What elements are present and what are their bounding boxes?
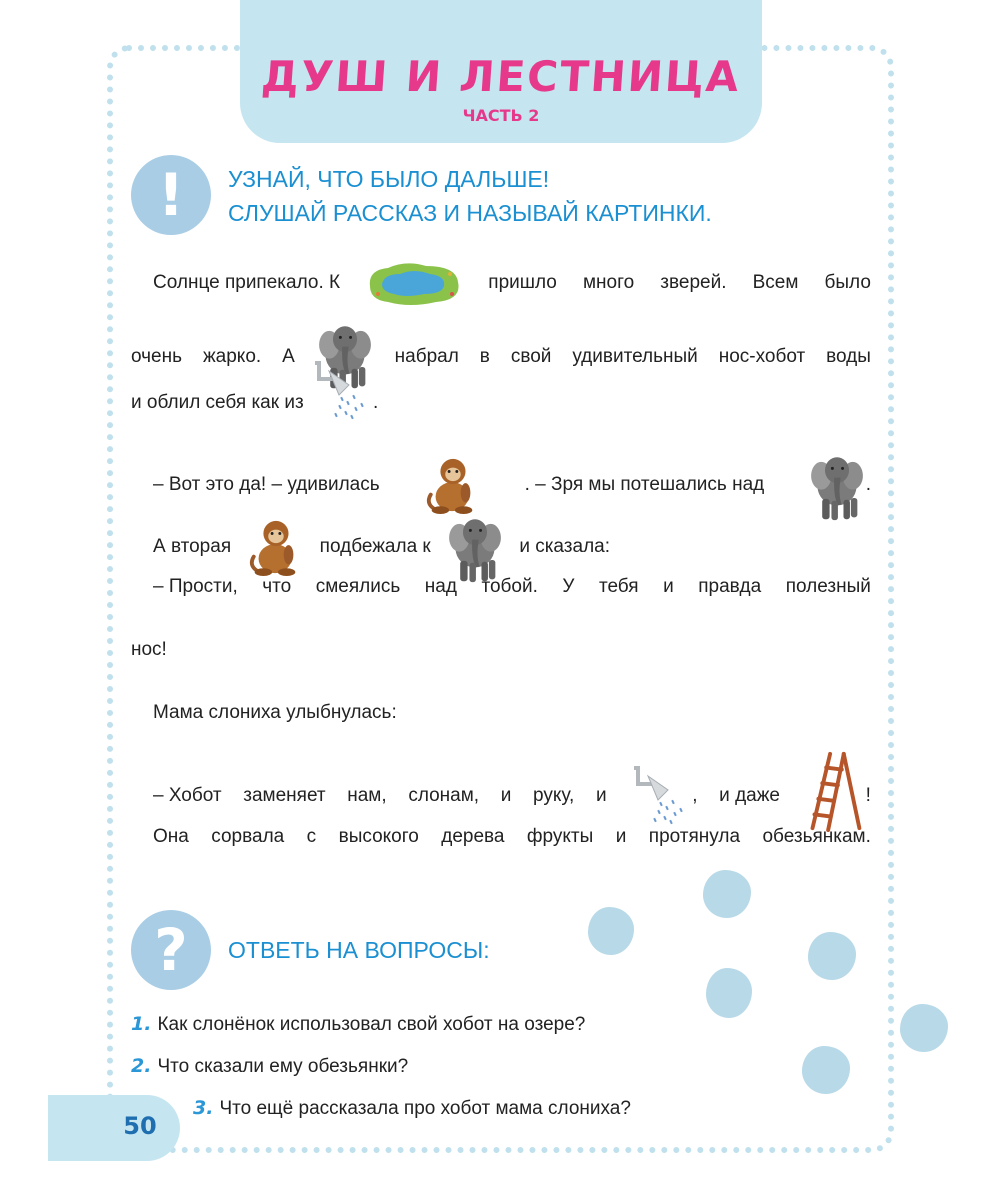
- page-subtitle: ЧАСТЬ 2: [462, 106, 540, 125]
- question-text: Что ещё рассказала про хобот мама слониха?: [219, 1098, 631, 1119]
- question-item: [131, 1013, 585, 1036]
- story-text: .: [372, 392, 379, 414]
- story-text: дерева: [441, 826, 505, 847]
- story-text: руку,: [533, 785, 575, 806]
- story-text: Она: [153, 826, 189, 847]
- story-text: протянула: [648, 826, 741, 847]
- question-item: [193, 1097, 631, 1120]
- story-text: смеялись: [315, 576, 401, 597]
- story-text: А: [282, 346, 295, 367]
- story-line-1: [131, 260, 871, 306]
- question-badge-icon: ?: [131, 910, 211, 990]
- shower-picture: [628, 766, 692, 826]
- story-text: много: [582, 272, 635, 293]
- story-text: – Вот это да! – удивилась: [153, 474, 380, 495]
- story-text: фрукты: [526, 826, 594, 847]
- story-text: пришло: [488, 272, 557, 293]
- story-text: подбежала к: [319, 536, 431, 558]
- question-number: 2.: [131, 1055, 152, 1077]
- story-text: удивительный: [572, 346, 698, 367]
- story-text: и: [500, 785, 512, 806]
- story-text: что: [262, 576, 292, 597]
- story-text: !: [865, 785, 871, 807]
- decorative-blob: [900, 1004, 948, 1052]
- story-text: сорвала: [211, 826, 285, 847]
- question-number: 1.: [131, 1013, 152, 1035]
- story-text: слонам,: [408, 785, 480, 806]
- story-text: с: [306, 826, 317, 847]
- story-text: Всем: [752, 272, 799, 293]
- story-text: нам,: [347, 785, 387, 806]
- story-text: и даже: [719, 785, 780, 806]
- story-text: воды: [826, 346, 871, 367]
- story-text: тобой.: [481, 576, 538, 597]
- story-text: ,: [692, 785, 698, 807]
- monkey-picture: [246, 516, 304, 578]
- story-text: в: [479, 346, 490, 367]
- ladder-picture: [802, 750, 866, 832]
- story-text: набрал: [394, 346, 459, 367]
- story-text: – Прости,: [153, 576, 238, 597]
- question-text: Что сказали ему обезьянки?: [157, 1056, 409, 1077]
- page-number: 50: [123, 1112, 157, 1140]
- story-text: и: [663, 576, 674, 597]
- story-text: У: [562, 576, 575, 597]
- story-text: и облил себя как из: [131, 392, 304, 414]
- section-heading-listen: [228, 162, 712, 230]
- story-text: высокого: [338, 826, 419, 847]
- story-text: жарко.: [202, 346, 262, 367]
- story-text: полезный: [785, 576, 871, 597]
- story-line-6: [131, 573, 871, 601]
- story-text: нос-хобот: [718, 346, 806, 367]
- story-line-7: нос!: [131, 639, 167, 660]
- section-heading-answer: ОТВЕТЬ НА ВОПРОСЫ:: [228, 937, 490, 963]
- story-text: заменяет: [243, 785, 326, 806]
- story-text: – Хобот: [153, 785, 222, 806]
- monkey-picture: [423, 454, 481, 516]
- story-line-8: Мама слониха улыбнулась:: [153, 702, 397, 723]
- story-text: и сказала:: [519, 536, 610, 558]
- story-text: .: [865, 474, 871, 496]
- story-line-3: [131, 385, 871, 421]
- question-number: 3.: [193, 1097, 214, 1119]
- shower-picture: [309, 361, 373, 421]
- story-line-10: [131, 823, 871, 851]
- story-text: А вторая: [153, 536, 232, 558]
- exclamation-badge-icon: !: [131, 155, 211, 235]
- story-text: очень: [131, 346, 183, 367]
- story-text: обезьянкам.: [762, 826, 871, 847]
- story-text: зверей.: [660, 272, 727, 293]
- lake-picture: [366, 260, 462, 306]
- story-line-9: [131, 760, 871, 832]
- story-text: тебя: [598, 576, 639, 597]
- story-text: . – Зря мы потешались над: [524, 474, 765, 495]
- heading-line-1: УЗНАЙ, ЧТО БЫЛО ДАЛЬШЕ!: [228, 166, 550, 192]
- story-line-2: [131, 323, 871, 391]
- story-text: и: [615, 826, 627, 847]
- story-text: свой: [510, 346, 552, 367]
- story-text: Солнце припекало. К: [153, 272, 341, 293]
- question-text: Как слонёнок использовал свой хобот на озере?: [157, 1014, 586, 1035]
- heading-line-2: СЛУШАЙ РАССКАЗ И НАЗЫВАЙ КАРТИНКИ.: [228, 200, 712, 226]
- story-text: над: [424, 576, 457, 597]
- page-title: ДУШ И ЛЕСТНИЦА: [259, 52, 743, 101]
- question-item: [131, 1055, 408, 1078]
- story-text: и: [595, 785, 607, 806]
- story-text: было: [824, 272, 871, 293]
- story-text: правда: [698, 576, 762, 597]
